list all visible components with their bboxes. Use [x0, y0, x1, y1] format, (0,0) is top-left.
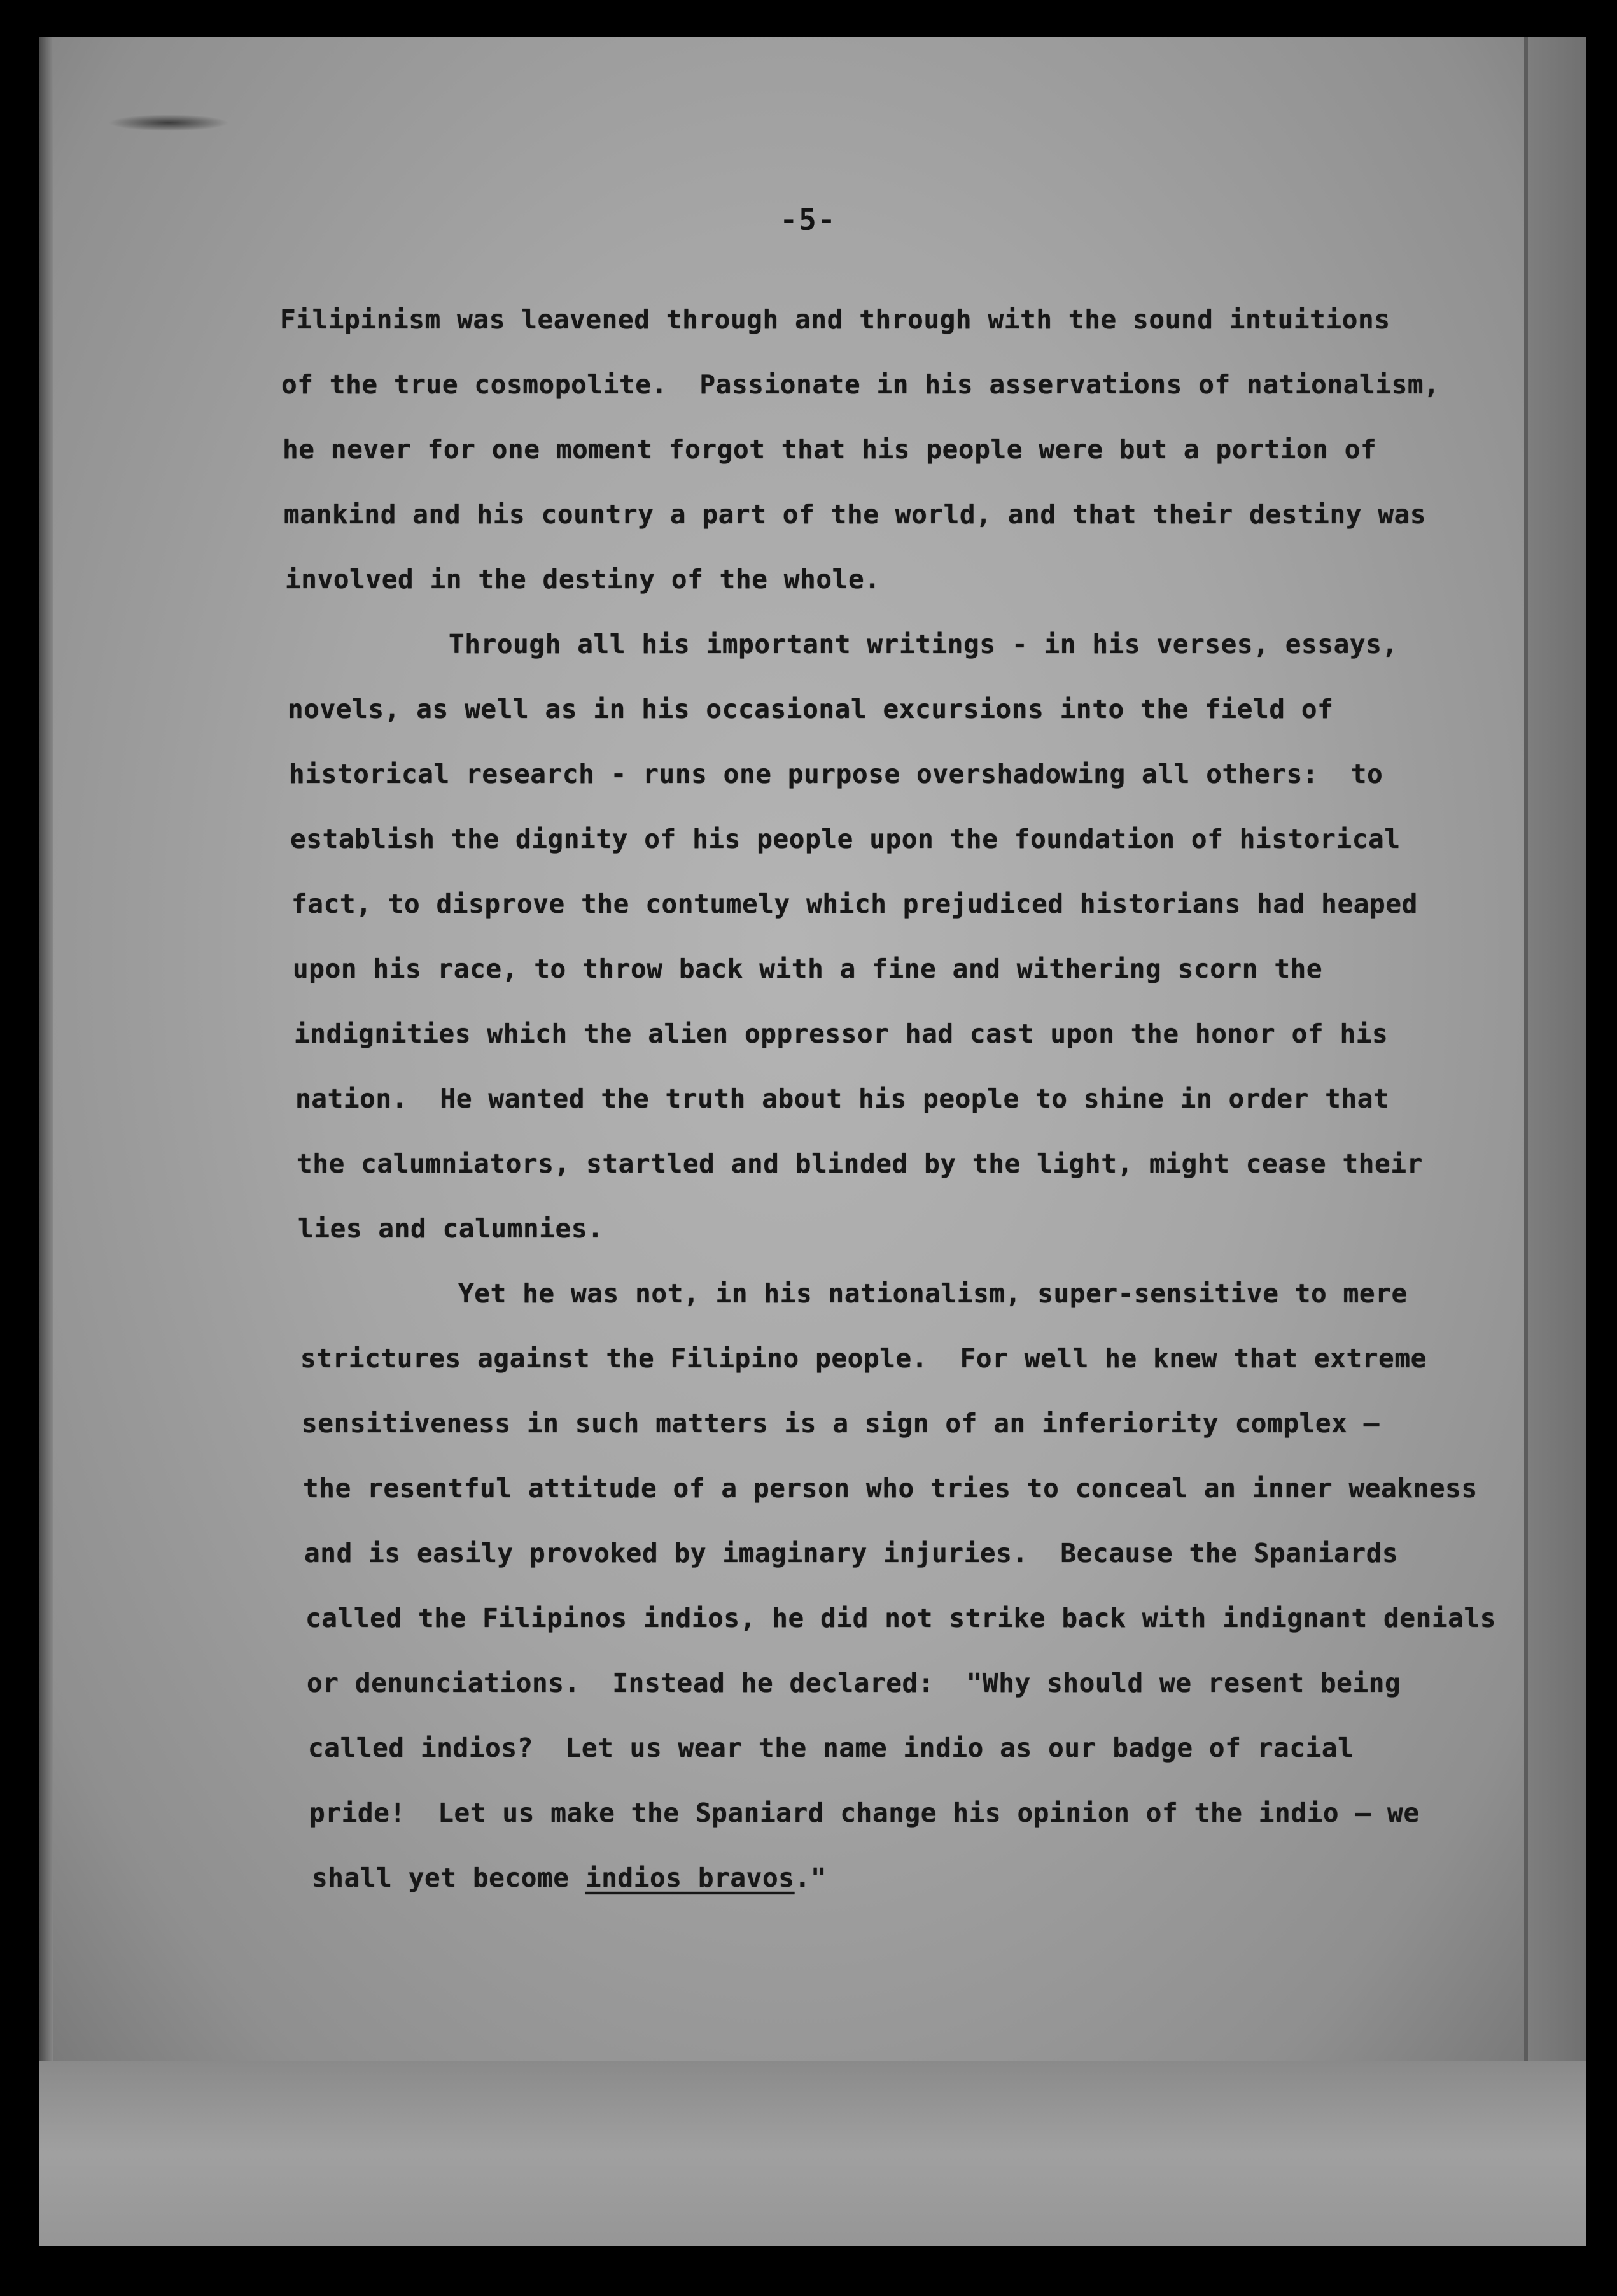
text-line: indignities which the alien oppressor had cast upon the honor of his: [294, 1018, 1389, 1049]
text-line: involved in the destiny of the whole.: [285, 564, 881, 595]
text-line: Filipinism was leavened through and through with the sound intuitions: [280, 304, 1390, 335]
final-line-end: .": [794, 1863, 827, 1893]
text-line: the calumniators, startled and blinded by the light, might cease their: [297, 1148, 1423, 1179]
final-line-start: shall yet become: [312, 1863, 585, 1893]
underlined-phrase: indios bravos: [585, 1863, 795, 1893]
page-left-edge: [39, 37, 53, 2061]
text-line: strictures against the Filipino people. For well he knew that extreme: [300, 1343, 1427, 1374]
text-line: pride! Let us make the Spaniard change his opinion of the indio — we: [309, 1798, 1420, 1828]
text-line: nation. He wanted the truth about his people to shine in order that: [295, 1083, 1390, 1114]
text-line: Yet he was not, in his nationalism, super-sensitive to mere: [458, 1278, 1408, 1309]
text-line: he never for one moment forgot that his people were but a portion of: [283, 434, 1377, 465]
text-line: of the true cosmopolite. Passionate in his asservations of nationalism,: [281, 369, 1440, 400]
text-line: and is easily provoked by imaginary injuries. Because the Spaniards: [304, 1538, 1399, 1568]
text-line: fact, to disprove the contumely which prejudiced historians had heaped: [291, 889, 1418, 919]
text-line: called the Filipinos indios, he did not strike back with indignant denials: [305, 1603, 1497, 1633]
text-line: or denunciations. Instead he declared: "Why should we resent being: [307, 1668, 1401, 1698]
underlying-sheet: [39, 2061, 1586, 2246]
text-line: novels, as well as in his occasional excursions into the field of: [288, 694, 1334, 724]
text-line: Through all his important writings - in his verses, essays,: [449, 629, 1398, 659]
text-line: lies and calumnies.: [298, 1213, 604, 1244]
text-line: historical research - runs one purpose overshadowing all others: to: [289, 759, 1383, 789]
ink-smudge: [108, 115, 229, 131]
text-line: upon his race, to throw back with a fine and withering scorn the: [293, 954, 1323, 984]
text-line-final: [312, 1863, 827, 1893]
text-line: the resentful attitude of a person who tries to conceal an inner weakness: [303, 1473, 1478, 1504]
text-line: mankind and his country a part of the world, and that their destiny was: [284, 499, 1427, 530]
text-line: called indios? Let us wear the name indio as our badge of racial: [308, 1733, 1354, 1763]
text-line: establish the dignity of his people upon the foundation of historical: [290, 824, 1401, 854]
page-number: -5-: [780, 202, 837, 237]
text-line: sensitiveness in such matters is a sign of an inferiority complex —: [302, 1408, 1380, 1439]
